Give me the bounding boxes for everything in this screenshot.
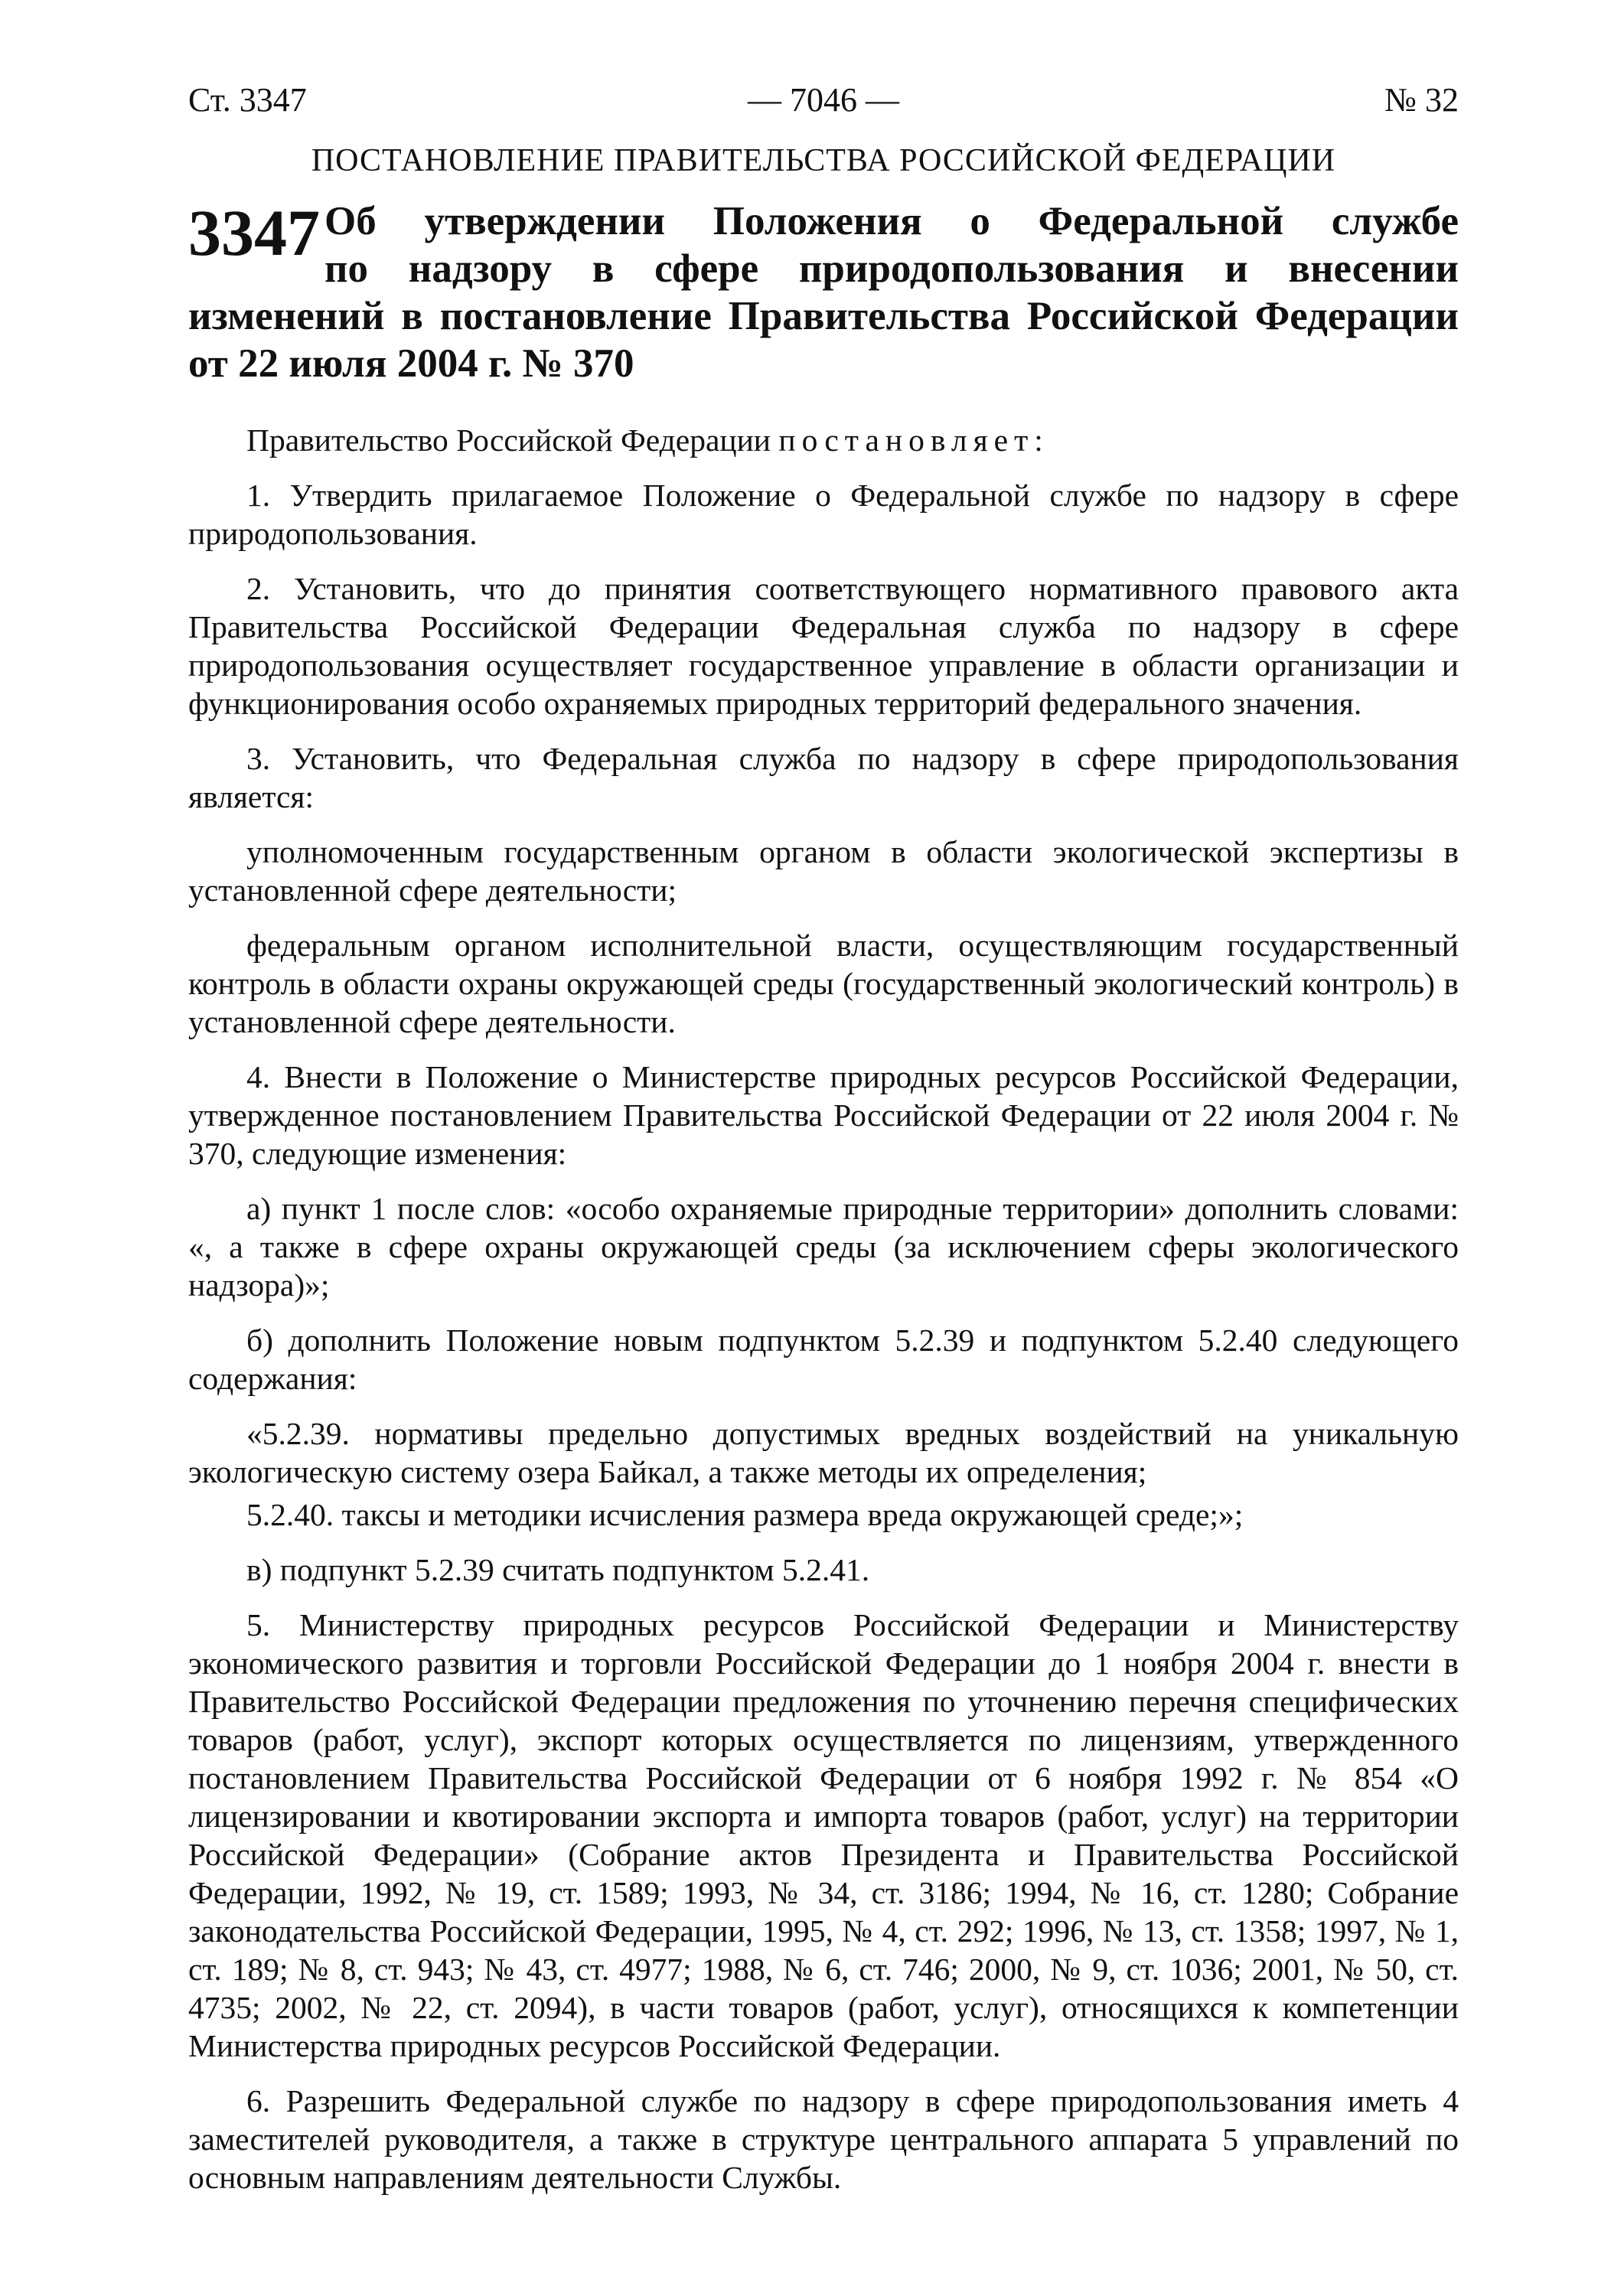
subparagraph-5-2-40: 5.2.40. таксы и методики исчисления размера вреда окружающей среде;»; xyxy=(246,1497,1244,1532)
article-number: Ст. 3347 xyxy=(188,81,307,119)
paragraph-3-item: федеральным органом исполнительной власти, осуществляющим государственный контроль в области охраны окружающей среды (государственный экологический контроль) в установленной сфере деятельности. xyxy=(188,928,1459,1039)
title-line: Об утверждении Положения о Федеральной службе xyxy=(324,199,1459,243)
paragraph-4: 4. Внести в Положение о Министерстве природных ресурсов Российской Федерации, утвержденное постановлением Правительства Российской Федерации от 22 июля 2004 г. № 370, следующие изменения: xyxy=(188,1059,1459,1171)
title-line: изменений в постановление Правительства Российской Федерации xyxy=(188,294,1459,338)
paragraph-4-item-a: а) пункт 1 после слов: «особо охраняемые природные территории» дополнить словами: «, а также в сфере охраны окружающей среды (за исключением сферы экологического надзора)»; xyxy=(188,1191,1459,1303)
title-line: от 22 июля 2004 г. № 370 xyxy=(188,341,634,386)
paragraph-6: 6. Разрешить Федеральной службе по надзору в сфере природопользования иметь 4 заместителей руководителя, а также в структуре центрального аппарата 5 управлений по основным направлениям деятельности Службы. xyxy=(188,2083,1459,2195)
paragraph-1: 1. Утвердить прилагаемое Положение о Федеральной службе по надзору в сфере природопользования. xyxy=(188,478,1459,551)
title-line: по надзору в сфере природопользования и внесении xyxy=(324,246,1459,291)
subparagraph-5-2-39: «5.2.39. нормативы предельно допустимых вредных воздействий на уникальную экологическую систему озера Байкал, а также методы их определения; xyxy=(188,1416,1459,1489)
paragraph-4-item-b: б) дополнить Положение новым подпунктом 5.2.39 и подпунктом 5.2.40 следующего содержания: xyxy=(188,1322,1459,1396)
running-header xyxy=(188,73,1459,127)
document-title xyxy=(188,197,1459,387)
paragraph-5: 5. Министерству природных ресурсов Российской Федерации и Министерству экономического развития и торговли Российской Федерации до 1 ноября 2004 г. внести в Правительство Российской Федерации предложения по уточнению перечня специфических товаров (работ, услуг), экспорт которых осуществляется по лицензиям, утвержденного постановлением Правительства Российской Федерации от 6 ноября 1992 г. № 854 «О лицензировании и квотировании экспорта и импорта товаров (работ, услуг) на территории Российской Федерации» (Собрание актов Президента и Правительства Российской Федерации, 1992, № 19, ст. 1589; 1993, № 34, ст. 3186; 1994, № 16, ст. 1280; Собрание законодательства Российской Федерации, 1995, № 4, ст. 292; 1996, № 13, ст. 1358; 1997, № 1, ст. 189; № 8, ст. 943; № 43, ст. 4977; 1988, № 6, ст. 746; 2000, № 9, ст. 1036; 2001, № 50, ст. 4735; 2002, № 22, ст. 2094), в части товаров (работ, услуг), относящихся к компетенции Министерства природных ресурсов Российской Федерации. xyxy=(188,1607,1459,2063)
paragraph-4-item-c: в) подпункт 5.2.39 считать подпунктом 5.2.41. xyxy=(246,1552,870,1587)
paragraph-3: 3. Установить, что Федеральная служба по надзору в сфере природопользования является: xyxy=(188,741,1459,814)
document-heading: ПОСТАНОВЛЕНИЕ ПРАВИТЕЛЬСТВА РОССИЙСКОЙ ФЕДЕРАЦИИ xyxy=(311,143,1336,178)
preamble xyxy=(188,421,1459,459)
paragraph-2: 2. Установить, что до принятия соответствующего нормативного правового акта Правительства Российской Федерации Федеральная служба по надзору в сфере природопользования осуществляет государственное управление в области организации и функционирования особо охраняемых природных территорий федерального значения. xyxy=(188,571,1459,721)
preamble-text: Правительство Российской Федерации xyxy=(246,422,779,458)
document-body xyxy=(188,421,1459,2197)
paragraph-3-item: уполномоченным государственным органом в области экологической экспертизы в установленной сфере деятельности; xyxy=(188,834,1459,908)
page-number: — 7046 — xyxy=(748,81,899,119)
issue-number: № 32 xyxy=(1384,81,1459,119)
document-number: 3347 xyxy=(188,196,320,269)
preamble-verb: постановляет: xyxy=(778,422,1049,458)
